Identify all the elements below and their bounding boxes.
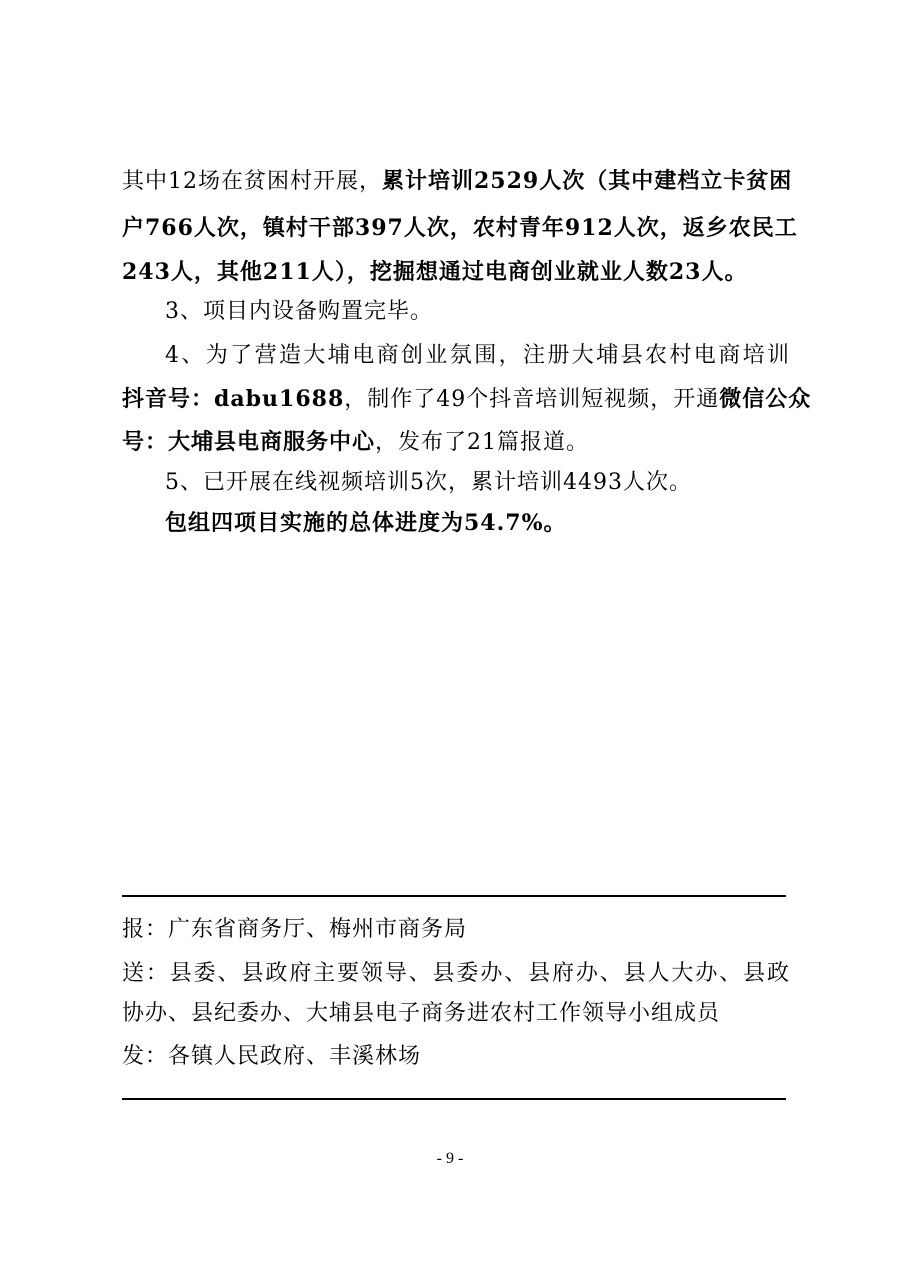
body-line-8: 5、已开展在线视频培训5次，累计培训4493人次。 xyxy=(165,470,692,495)
body-line-5: 4、为了营造大埔电商创业氛围，注册大埔县农村电商培训 xyxy=(165,343,790,368)
body-line-7 xyxy=(122,426,790,459)
text-segment-bold: 微信公众 xyxy=(719,386,812,412)
text-segment-bold: 抖音号：dabu1688 xyxy=(122,386,345,412)
distribution-report: 报：广东省商务厅、梅州市商务局 xyxy=(122,917,468,942)
body-line-1 xyxy=(122,165,793,198)
text-segment: ，发布了21篇报道。 xyxy=(375,430,590,455)
text-segment-bold: 累计培训2529人次（其中建档立卡贫困 xyxy=(382,168,793,194)
body-line-3: 243人，其他211人），挖掘想通过电商创业就业人数23人。 xyxy=(122,259,748,285)
distribution-send-line-2: 协办、县纪委办、大埔县电子商务进农村工作领导小组成员 xyxy=(122,1001,721,1026)
body-line-9: 包组四项目实施的总体进度为54.7%。 xyxy=(165,510,567,536)
body-line-6 xyxy=(122,383,812,416)
text-segment: 其中12场在贫困村开展， xyxy=(122,169,382,194)
top-rule xyxy=(122,895,786,897)
body-line-4: 3、项目内设备购置完毕。 xyxy=(165,299,433,324)
text-segment: ，制作了49个抖音培训短视频，开通 xyxy=(344,387,720,412)
body-line-2: 户766人次，镇村干部397人次，农村青年912人次，返乡农民工 xyxy=(122,215,798,241)
page-number: - 9 - xyxy=(436,1150,464,1167)
distribution-issue: 发：各镇人民政府、丰溪林场 xyxy=(122,1044,422,1069)
text-segment-bold: 号：大埔县电商服务中心 xyxy=(122,429,376,455)
bottom-rule xyxy=(122,1098,786,1100)
distribution-send-line-1: 送：县委、县政府主要领导、县委办、县府办、县人大办、县政 xyxy=(122,961,790,986)
